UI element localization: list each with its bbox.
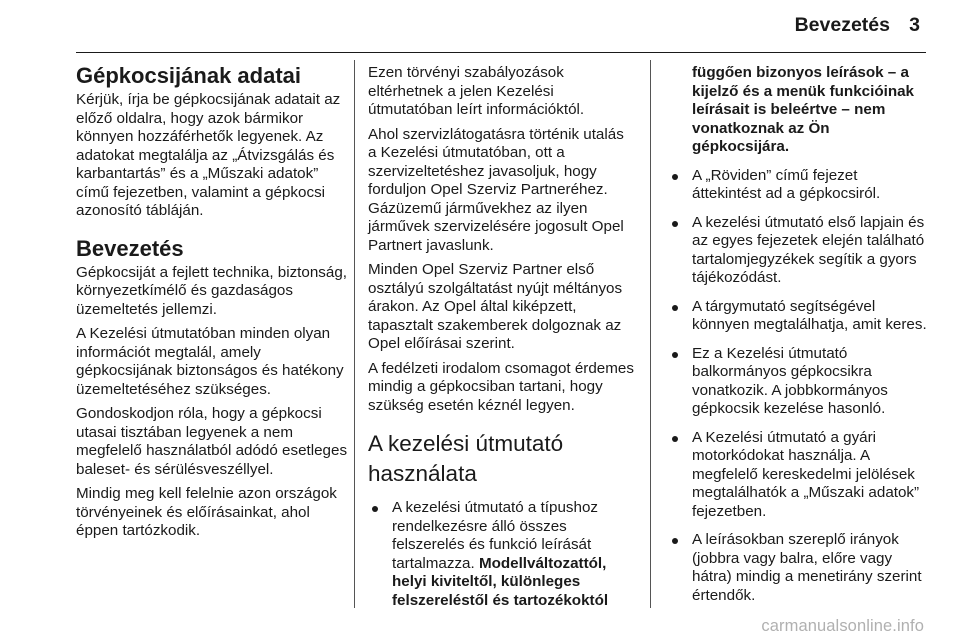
header-rule: [76, 52, 926, 53]
column-divider-2: [650, 60, 651, 608]
paragraph: Kérjük, írja be gépkocsijának adatait az előző oldalra, hogy azok bármikor könnyen hozzáférhetők legyenek. Az adatokat megtalálja az „Átvizsgálás és karbantartás” és a „Műszaki adatok” című fejezetben, valamint a gépkocsi azonosító tábláján.: [76, 91, 341, 219]
bullet-list: [368, 499, 634, 610]
paragraph: A fedélzeti irodalom csomagot érdemes mindig a gépkocsiban tartani, hogy szükség esetén kéznél legyen.: [368, 359, 634, 414]
paragraph: Gépkocsiját a fejlett technika, biztonság, környezetkímélő és gazdaságos üzemeltetés jellemzi.: [76, 263, 347, 318]
bullet-item: A Kezelési útmutató a gyári motorkódokat használja. A megfelelő kereskedelmi jelölések megtalálhatók a „Műszaki adatok” fejezetben.: [668, 429, 930, 522]
paragraph: Ezen törvényi szabályozások eltérhetnek a jelen Kezelési útmutatóban leírt információktól.: [368, 64, 585, 118]
bullet-item: A kezelési útmutató első lapjain és az egyes fejezetek elején található tartalomjegyzékek segítik a gyors tájékozódást.: [668, 214, 930, 288]
bullet-item: A „Röviden” című fejezet áttekintést ad a gépkocsiról.: [668, 167, 930, 204]
paragraph: Minden Opel Szerviz Partner első osztályú szolgáltatást nyújt méltányos árakon. Az Opel által kiképzett, tapasztalt szakemberek dolgoznak az Opel előírásai szerint.: [368, 261, 623, 352]
section-heading-introduction: Bevezetés: [76, 235, 184, 261]
section-heading-manual-usage: A kezelési útmutató használata: [368, 431, 564, 486]
column-3: [668, 64, 930, 615]
section-heading-vehicle-data: Gépkocsijának adatai: [76, 63, 301, 88]
paragraph: Ahol szervizlátogatásra történik utalás a Kezelési útmutatóban, ott a szervizeltetéshez javasoljuk, hogy forduljon Opel Szerviz Partneréhez. Gázüzemű járművekhez az ilyen járművek szervizelésére jogosult Opel Partnert javaslunk.: [368, 125, 624, 254]
paragraph: Gondoskodjon róla, hogy a gépkocsi utasai tisztában legyenek a nem megfelelő használatból adódó esetleges baleset- és sérülésveszéllyel.: [76, 405, 348, 478]
page-number: 3: [909, 14, 920, 36]
paragraph: A Kezelési útmutatóban minden olyan információt megtalál, amely gépkocsijának biztonságos és hatékony üzemeltetéséhez szükséges.: [76, 325, 344, 398]
continued-bullet: [668, 64, 930, 157]
bullet-item: [368, 499, 634, 610]
watermark: carmanualsonline.info: [761, 617, 924, 635]
header-title: Bevezetés: [794, 14, 890, 36]
bullet-item: A tárgymutató segítségével könnyen megtalálhatja, amit keres.: [668, 298, 930, 335]
column-1: [76, 64, 348, 547]
column-divider-1: [354, 60, 355, 608]
bullet-item: A leírásokban szereplő irányok (jobbra vagy balra, előre vagy hátra) mindig a menetirány szerint értendők.: [668, 531, 930, 605]
bullet-item: Ez a Kezelési útmutató balkormányos gépkocsikra vonatkozik. A jobbkormányos gépkocsik kezelése hasonló.: [668, 345, 930, 419]
column-2: [368, 64, 634, 620]
bullet-list: [668, 167, 930, 606]
paragraph: Mindig meg kell felelnie azon országok törvényeinek és előírásainkat, ahol éppen tartózkodik.: [76, 485, 337, 539]
bullet-text: A kezelési útmutató a típushoz rendelkezésre álló összes felszerelés és funkció leírását tartalmazza.: [392, 499, 598, 572]
bullet-bold-text: Modellváltozattól, helyi kiviteltől, különleges felszereléstől és tartozékoktól: [392, 554, 609, 609]
bullet-bold-text: függően bizonyos leírások – a kijelző és a menük funkcióinak leírásait is beleértve – nem vonatkoznak az Ön gépkocsijára.: [692, 64, 914, 155]
